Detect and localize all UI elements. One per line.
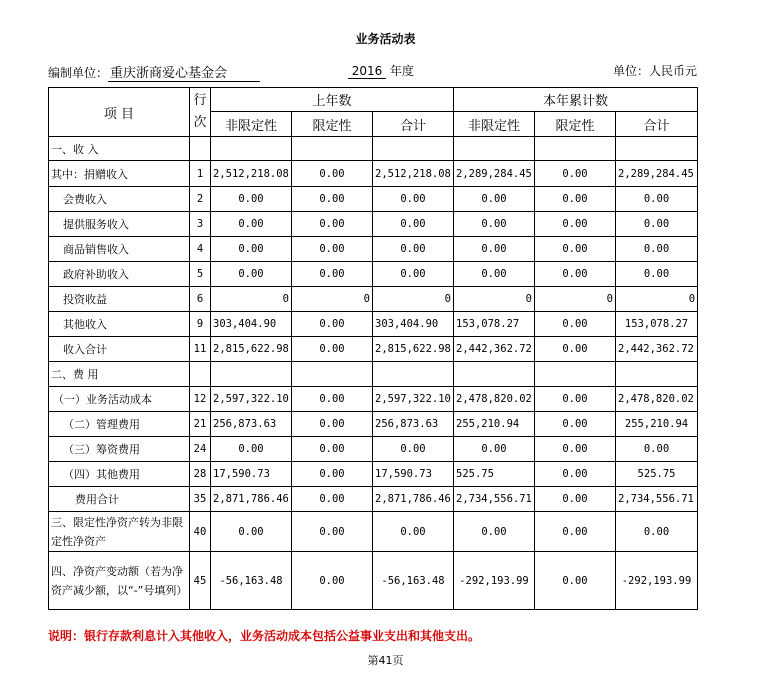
value-cell: 255,210.94 [616,412,698,437]
value-cell: 256,873.63 [373,412,454,437]
row-line-number: 5 [190,262,211,287]
unit-label: 单位：人民币元 [612,64,697,78]
table-row [49,312,698,337]
table-row [49,187,698,212]
row-label: 二、费 用 [49,362,190,387]
value-cell: 0.00 [535,312,616,337]
value-cell: 2,442,362.72 [616,337,698,362]
header-last-restricted: 限定性 [292,112,373,137]
value-cell: -292,193.99 [616,552,698,610]
value-cell: 0.00 [373,262,454,287]
value-cell: 256,873.63 [211,412,292,437]
value-cell: 0.00 [535,237,616,262]
value-cell: 0.00 [616,237,698,262]
table-row [49,337,698,362]
row-line-number: 6 [190,287,211,312]
value-cell: 0.00 [373,187,454,212]
row-label: （三）筹资费用 [49,437,190,462]
value-cell: 2,597,322.10 [373,387,454,412]
value-cell: 2,289,284.45 [616,161,698,187]
value-cell [535,137,616,161]
value-cell: 2,512,218.08 [211,161,292,187]
value-cell: 0.00 [373,437,454,462]
value-cell: 0.00 [292,387,373,412]
row-label: 会费收入 [49,187,190,212]
row-label: 收入合计 [49,337,190,362]
value-cell: 0.00 [535,262,616,287]
value-cell: 0.00 [292,212,373,237]
row-line-number [190,137,211,161]
value-cell: 0.00 [535,212,616,237]
value-cell: 2,478,820.02 [616,387,698,412]
row-line-number: 40 [190,512,211,552]
value-cell: 303,404.90 [373,312,454,337]
value-cell: 0.00 [211,212,292,237]
row-line-number: 2 [190,187,211,212]
value-cell: 2,478,820.02 [454,387,535,412]
value-cell: 153,078.27 [616,312,698,337]
org-label: 编制单位： [48,66,109,80]
value-cell: 0.00 [616,437,698,462]
value-cell: 0.00 [535,337,616,362]
value-cell: 17,590.73 [211,462,292,487]
value-cell: 0.00 [292,512,373,552]
header-last-total: 合计 [373,112,454,137]
value-cell: 0.00 [535,552,616,610]
org-info [48,62,260,82]
value-cell: 0.00 [292,237,373,262]
row-label: 提供服务收入 [49,212,190,237]
value-cell: 0.00 [292,487,373,512]
value-cell: 0.00 [211,437,292,462]
value-cell: 0.00 [454,512,535,552]
header-this-unrestricted: 非限定性 [454,112,535,137]
row-line-number: 24 [190,437,211,462]
value-cell: 0.00 [535,387,616,412]
value-cell: 2,815,622.98 [211,337,292,362]
table-row [49,161,698,187]
table-row [49,237,698,262]
value-cell: 0.00 [292,552,373,610]
table-row [49,387,698,412]
year-info [348,62,414,79]
value-cell: 0 [454,287,535,312]
value-cell: 2,815,622.98 [373,337,454,362]
report-title: 业务活动表 [355,32,416,46]
header-item: 项 目 [49,88,190,137]
row-line-number: 21 [190,412,211,437]
value-cell: 0.00 [211,262,292,287]
value-cell: 255,210.94 [454,412,535,437]
row-label: （二）管理费用 [49,412,190,437]
row-line-number: 28 [190,462,211,487]
row-label: 商品销售收入 [49,237,190,262]
value-cell [292,362,373,387]
header-line: 行次 [190,88,211,137]
value-cell: 0 [292,287,373,312]
value-cell [211,362,292,387]
value-cell: 0 [211,287,292,312]
year-suffix: 年度 [389,64,414,78]
value-cell [535,362,616,387]
row-label: 其中：捐赠收入 [49,161,190,187]
value-cell: 0.00 [292,462,373,487]
row-label: （一）业务活动成本 [49,387,190,412]
value-cell: 0.00 [373,512,454,552]
row-label: 投资收益 [49,287,190,312]
table-row [49,552,698,610]
value-cell: 0.00 [454,437,535,462]
value-cell [211,137,292,161]
value-cell: 0.00 [211,237,292,262]
value-cell: 0.00 [535,512,616,552]
table-row [49,462,698,487]
value-cell: 0 [616,287,698,312]
page-number: 第41页 [367,654,404,667]
row-line-number [190,362,211,387]
activity-table [48,87,698,610]
row-label: 费用合计 [49,487,190,512]
value-cell: 2,734,556.71 [616,487,698,512]
row-label: （四）其他费用 [49,462,190,487]
table-row [49,262,698,287]
header-last-year: 上年数 [211,88,454,112]
value-cell: 0.00 [373,212,454,237]
value-cell: 0.00 [616,512,698,552]
row-line-number: 9 [190,312,211,337]
row-line-number: 45 [190,552,211,610]
table-row [49,512,698,552]
value-cell: -56,163.48 [211,552,292,610]
value-cell: 303,404.90 [211,312,292,337]
value-cell: 2,289,284.45 [454,161,535,187]
year-value: 2016 [348,64,386,79]
row-line-number: 35 [190,487,211,512]
value-cell: 0.00 [535,161,616,187]
footnote: 说明：银行存款利息计入其他收入，业务活动成本包括公益事业支出和其他支出。 [48,629,481,643]
header-this-total: 合计 [616,112,698,137]
value-cell: 0.00 [292,437,373,462]
table-row [49,362,698,387]
value-cell [373,362,454,387]
value-cell: 0.00 [535,437,616,462]
value-cell [454,362,535,387]
row-line-number: 4 [190,237,211,262]
value-cell: 525.75 [616,462,698,487]
value-cell: 0 [535,287,616,312]
table-row [49,287,698,312]
value-cell: 0.00 [373,237,454,262]
value-cell: 0.00 [535,462,616,487]
value-cell: 0.00 [292,412,373,437]
value-cell: 0.00 [454,262,535,287]
row-line-number: 12 [190,387,211,412]
table-row [49,212,698,237]
value-cell: 0.00 [454,212,535,237]
value-cell: 0.00 [292,337,373,362]
org-value: 重庆浙商爱心基金会 [108,62,260,82]
row-line-number: 1 [190,161,211,187]
value-cell [292,137,373,161]
table-row [49,137,698,161]
value-cell: 0.00 [211,512,292,552]
value-cell: 0.00 [454,237,535,262]
value-cell [616,362,698,387]
value-cell: 0.00 [292,161,373,187]
value-cell: -292,193.99 [454,552,535,610]
row-label: 四、净资产变动额（若为净资产减少额，以“-”号填列） [49,552,190,610]
row-label: 其他收入 [49,312,190,337]
value-cell [373,137,454,161]
header-this-restricted: 限定性 [535,112,616,137]
value-cell: 0.00 [616,262,698,287]
value-cell: -56,163.48 [373,552,454,610]
header-this-year: 本年累计数 [454,88,698,112]
value-cell: 0.00 [535,187,616,212]
value-cell: 525.75 [454,462,535,487]
table-row [49,437,698,462]
value-cell: 0.00 [292,187,373,212]
value-cell: 0.00 [616,187,698,212]
value-cell: 0.00 [535,412,616,437]
value-cell: 2,512,218.08 [373,161,454,187]
row-label: 政府补助收入 [49,262,190,287]
value-cell: 0.00 [535,487,616,512]
value-cell: 0.00 [454,187,535,212]
value-cell: 153,078.27 [454,312,535,337]
value-cell: 2,871,786.46 [211,487,292,512]
value-cell: 2,871,786.46 [373,487,454,512]
value-cell: 0.00 [292,262,373,287]
value-cell: 0.00 [211,187,292,212]
value-cell: 0 [373,287,454,312]
value-cell [454,137,535,161]
row-label: 一、收 入 [49,137,190,161]
table-row [49,412,698,437]
value-cell [616,137,698,161]
value-cell: 0.00 [616,212,698,237]
value-cell: 17,590.73 [373,462,454,487]
value-cell: 0.00 [292,312,373,337]
value-cell: 2,442,362.72 [454,337,535,362]
row-label: 三、限定性净资产转为非限定性净资产 [49,512,190,552]
value-cell: 2,734,556.71 [454,487,535,512]
row-line-number: 11 [190,337,211,362]
header-last-unrestricted: 非限定性 [211,112,292,137]
table-row [49,487,698,512]
value-cell: 2,597,322.10 [211,387,292,412]
row-line-number: 3 [190,212,211,237]
